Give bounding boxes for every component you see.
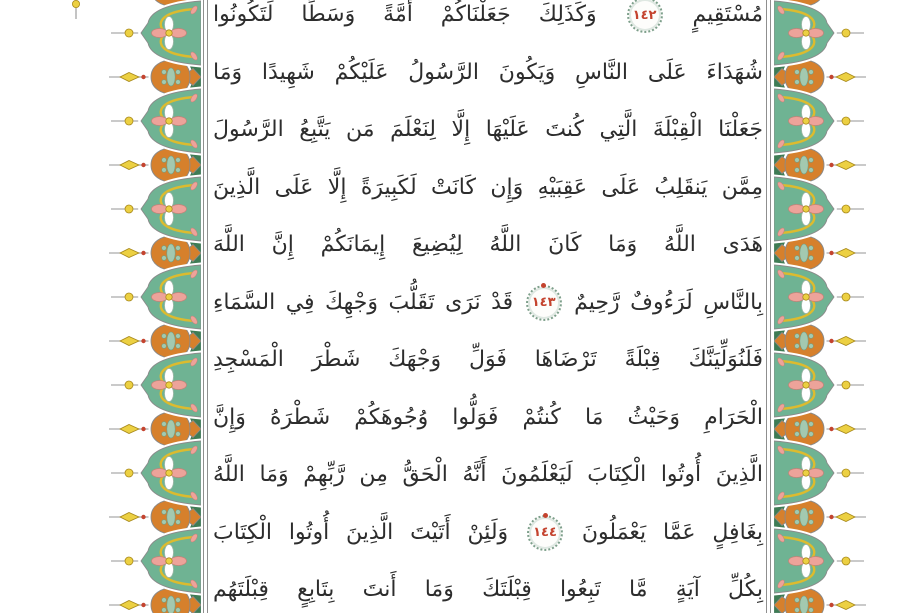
ayah-marker-144 — [527, 515, 563, 551]
quran-line-6 — [213, 274, 763, 332]
ayah-marker-142 — [627, 0, 663, 33]
quran-line-8 — [213, 389, 763, 447]
quran-line-10 — [213, 504, 763, 562]
ayah-text: الْحَرَامِ وَحَيْثُ مَا كُنتُمْ فَوَلُّوا وُجُوهَكُمْ شَطْرَهُ وَإِنَّ — [213, 404, 763, 430]
quran-line-5 — [213, 216, 763, 274]
ayah-text: مِمَّن يَنقَلِبُ عَلَى عَقِبَيْهِ وَإِن كَانَتْ لَكَبِيرَةً إِلَّا عَلَى الَّذِينَ — [213, 174, 763, 200]
ayah-text: فَلَنُوَلِّيَنَّكَ قِبْلَةً تَرْضَاهَا فَوَلِّ وَجْهَكَ شَطْرَ الْمَسْجِدِ — [213, 347, 763, 372]
text-frame-rule-right — [766, 0, 771, 613]
ayah-text: بِغَافِلٍ عَمَّا يَعْمَلُونَ — [581, 519, 764, 545]
text-frame-rule-left — [203, 0, 208, 613]
ayah-text: الَّذِينَ أُوتُوا الْكِتَابَ لَيَعْلَمُونَ أَنَّهُ الْحَقُّ مِن رَّبِّهِمْ وَمَا اللَّهُ — [213, 462, 763, 487]
floral-border-right-icon — [774, 0, 870, 613]
quran-line-1 — [213, 0, 763, 44]
ayah-text: قَدْ نَرَى تَقَلُّبَ وَجْهِكَ فِي السَّمَاءِ — [213, 289, 514, 315]
floral-border-left-icon — [105, 0, 201, 613]
ayah-text: جَعَلْنَا الْقِبْلَةَ الَّتِي كُنتَ عَلَيْهَا إِلَّا لِنَعْلَمَ مَن يَتَّبِعُ الرَّسُولَ — [213, 117, 763, 142]
quran-line-3 — [213, 101, 763, 159]
quran-line-4 — [213, 159, 763, 217]
ayah-text: هَدَى اللَّهُ وَمَا كَانَ اللَّهُ لِيُضِيعَ إِيمَانَكُمْ إِنَّ اللَّهَ — [213, 232, 763, 257]
ayah-text: وَلَئِنْ أَتَيْتَ الَّذِينَ أُوتُوا الْكِتَابَ — [213, 519, 509, 545]
ayah-number: ١٤٤ — [533, 525, 557, 540]
corner-pin-icon — [69, 0, 83, 22]
ayah-number: ١٤٢ — [632, 7, 657, 23]
marker-top-dot-icon — [541, 283, 546, 288]
ayah-text: بِالنَّاسِ لَرَءُوفٌ رَّحِيمٌ — [574, 289, 763, 315]
ayah-text: بِكُلِّ آيَةٍ مَّا تَبِعُوا قِبْلَتَكَ وَمَا أَنتَ بِتَابِعٍ قِبْلَتَهُم — [213, 577, 763, 602]
ayah-number: ١٤٣ — [531, 295, 556, 310]
marker-top-dot-icon — [543, 513, 548, 518]
quran-line-9 — [213, 446, 763, 504]
ayah-text: وَكَذَلِكَ جَعَلْنَاكُمْ أُمَّةً وَسَطًا لِّتَكُونُوا — [213, 2, 597, 27]
ayah-text: شُهَدَاءَ عَلَى النَّاسِ وَيَكُونَ الرَّسُولُ عَلَيْكُمْ شَهِيدًا وَمَا — [213, 59, 763, 85]
quran-line-11 — [213, 561, 763, 613]
quran-line-2 — [213, 44, 763, 102]
quran-line-7 — [213, 331, 763, 389]
ayah-text: مُسْتَقِيمٍ — [692, 2, 763, 27]
ayah-marker-143 — [526, 285, 562, 321]
quran-text-column — [213, 0, 763, 613]
